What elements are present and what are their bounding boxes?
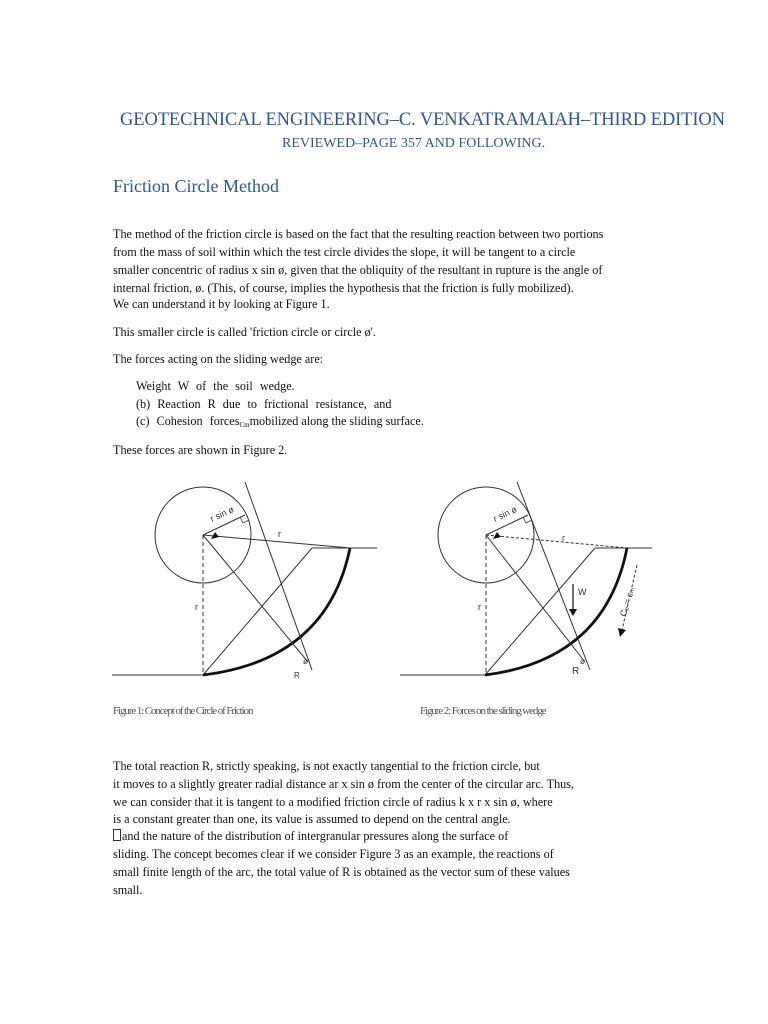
force-item-reaction: (b) Reaction R due to frictional resistance, and [136, 397, 392, 411]
cohesion-arrowhead [618, 628, 626, 637]
closing-line-with-glyph [113, 828, 508, 845]
figure-2-diagram [400, 470, 670, 685]
radius-top-dashed [486, 535, 627, 548]
closing-line: sliding. The concept becomes clear if we consider Figure 3 as an example, the reactions of [113, 847, 554, 861]
closing-line: The total reaction R, strictly speaking, is not exactly tangential to the friction circle, but [113, 759, 540, 773]
label-r-side: r [478, 602, 481, 612]
force-item-cohesion-post: mobilized along the sliding surface. [249, 414, 424, 428]
label-cohesion: Cₒ = cₘ [617, 585, 637, 618]
reaction-arrowhead [493, 532, 501, 539]
closing-line-text: and the nature of the distribution of intergranular pressures along the surface of [122, 829, 509, 843]
intro-line: smaller concentric of radius x sin ø, given that the obliquity of the resultant in rupture is the angle of [113, 263, 603, 277]
label-phi: ø [303, 657, 308, 666]
figure-1-diagram [112, 470, 382, 685]
weight-arrowhead [569, 609, 577, 616]
slope-line [203, 548, 312, 675]
closing-line: it moves to a slightly greater radial distance ar x sin ø from the center of the circular arc. Thus, [113, 777, 575, 791]
closing-line: small. [113, 883, 143, 897]
figure-1-caption: Figure 1: Concept of the Circle of Friction [113, 705, 253, 717]
closing-line: is a constant greater than one, its value is assumed to depend on the central angle. [113, 812, 511, 826]
force-item-weight: Weight W of the soil wedge. [136, 379, 295, 393]
intro-line: internal friction, ø. (This, of course, implies the hypothesis that the friction is fully mobilized). [113, 281, 574, 295]
forces-intro-paragraph: The forces acting on the sliding wedge are: [113, 352, 324, 366]
label-weight-W: W [578, 587, 587, 597]
radius-top [203, 535, 350, 548]
label-r-top: r [278, 529, 281, 539]
document-title: GEOTECHNICAL ENGINEERING–C. VENKATRAMAIAH–THIRD EDITION [120, 110, 725, 130]
intro-line: We can understand it by looking at Figure 1. [113, 297, 330, 311]
reaction-line [203, 535, 308, 662]
label-r-top: r [562, 533, 565, 543]
slip-surface-arc [203, 548, 350, 675]
slope-line [485, 548, 595, 675]
force-item-cohesion-pre: (c) Cohesion forces [136, 414, 240, 428]
reaction-line [486, 535, 585, 662]
slip-surface-arc [485, 548, 627, 675]
force-item-cohesion [136, 414, 424, 429]
force-item-cohesion-sub: Cm [239, 421, 250, 429]
document-subtitle: REVIEWED–PAGE 357 AND FOLLOWING. [282, 136, 546, 151]
closing-line: small finite length of the arc, the total value of R is obtained as the vector sum of these values [113, 865, 570, 879]
label-reaction-R: R [572, 666, 580, 677]
closing-line: we can consider that it is tangent to a modified friction circle of radius k x r x sin ø, where [113, 795, 553, 809]
label-r-sin-phi: r sin ø [491, 504, 519, 524]
figure-2-caption: Figure 2: Forces on the sliding wedge [420, 705, 546, 717]
label-reaction-R: R [294, 671, 300, 680]
missing-glyph-box [113, 829, 121, 841]
tangent-line [245, 482, 312, 670]
intro-line: The method of the friction circle is based on the fact that the resulting reaction between two portions [113, 227, 604, 241]
forces-shown-paragraph: These forces are shown in Figure 2. [113, 443, 288, 457]
label-phi: ø [580, 657, 585, 666]
label-r-side: r [195, 602, 198, 612]
label-r-sin-phi: r sin ø [208, 504, 236, 524]
friction-circle-paragraph: This smaller circle is called 'friction circle or circle ø'. [113, 325, 376, 339]
intro-line: from the mass of soil within which the test circle divides the slope, it will be tangent to a circle [113, 245, 576, 259]
section-heading: Friction Circle Method [113, 176, 279, 196]
tangent-line [517, 482, 590, 670]
